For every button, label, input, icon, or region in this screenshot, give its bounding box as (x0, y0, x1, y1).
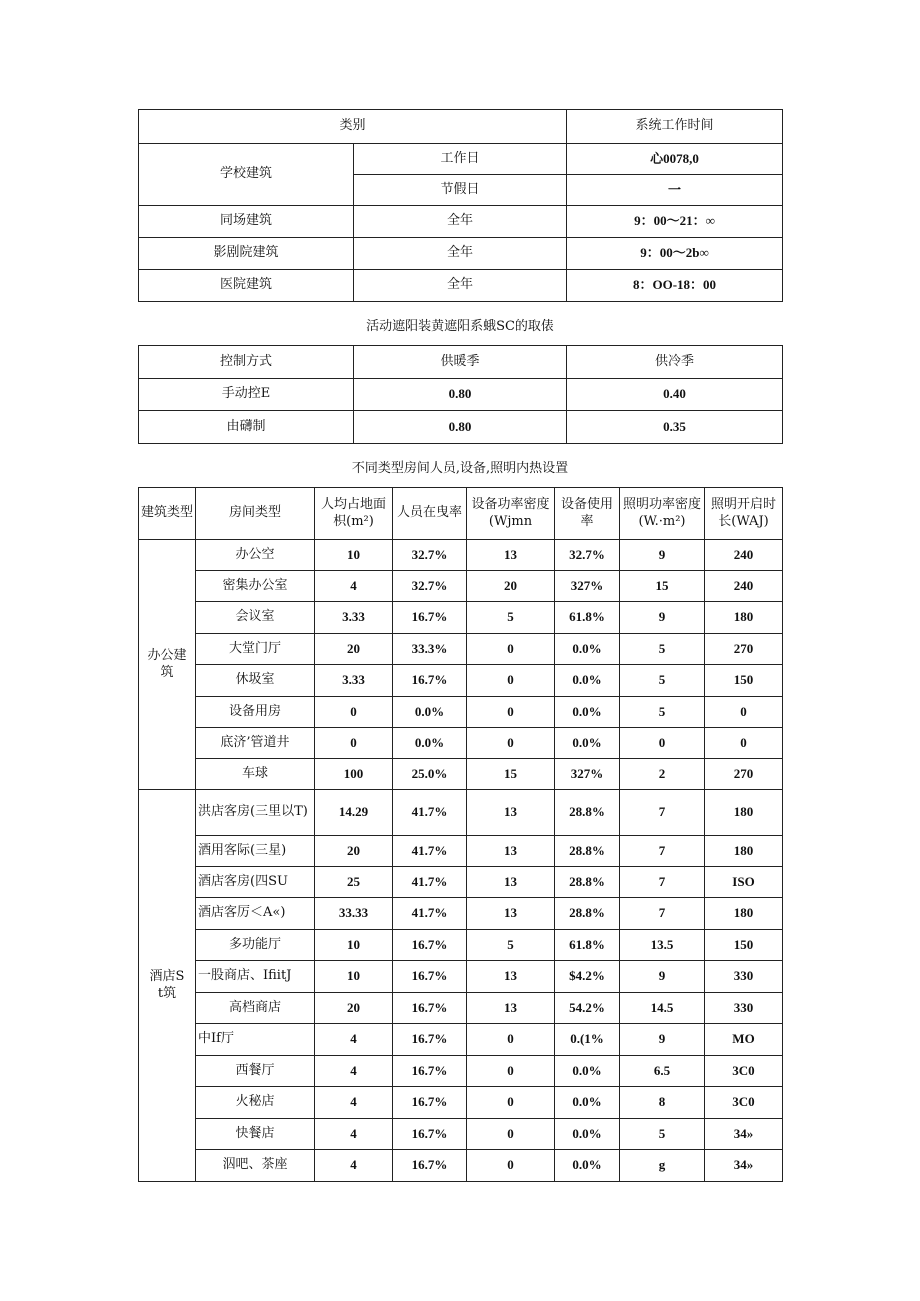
header-room-type: 房间类型 (196, 488, 315, 540)
table-row (139, 206, 783, 238)
table-row (139, 1150, 783, 1182)
room-type-cell: 一股商店、IfiitJ (196, 961, 315, 993)
table-cell: 41.7% (393, 836, 467, 867)
table-cell: 0.0% (555, 1056, 620, 1087)
table-cell: 32.7% (393, 571, 467, 602)
table-cell: 180 (705, 898, 783, 930)
table-row (139, 571, 783, 602)
table-cell: 41.7% (393, 898, 467, 930)
table-cell: 3.33 (315, 602, 393, 634)
table-header-row (139, 488, 783, 540)
table-cell: 16.7% (393, 961, 467, 993)
table-cell: 0 (467, 665, 555, 697)
table-cell: 由礴制 (139, 411, 354, 444)
room-type-cell: 密集办公室 (196, 571, 315, 602)
room-type-cell: 泅吧、茶座 (196, 1150, 315, 1182)
table-cell: 0.(1% (555, 1024, 620, 1056)
table-cell: 13.5 (620, 930, 705, 961)
table-cell: 9 (620, 961, 705, 993)
table-cell: 16.7% (393, 993, 467, 1024)
table-cell: 16.7% (393, 1056, 467, 1087)
table-cell: g (620, 1150, 705, 1182)
table-cell: 150 (705, 665, 783, 697)
table-cell: 327% (555, 571, 620, 602)
table-cell: 0.80 (354, 411, 567, 444)
header-building-type: 建筑类型 (139, 488, 196, 540)
table-cell: 0.80 (354, 379, 567, 411)
table-cell: 33.33 (315, 898, 393, 930)
table-cell: 全年 (354, 238, 567, 270)
table-cell: 16.7% (393, 1150, 467, 1182)
room-type-cell: 办公空 (196, 540, 315, 571)
table-cell: 327% (555, 759, 620, 790)
table-cell: 8 (620, 1087, 705, 1119)
room-type-cell: 洪店客房(三里以T) (196, 790, 315, 836)
table-cell: 0.0% (393, 728, 467, 759)
header-occupancy-rate: 人员在曳率 (393, 488, 467, 540)
header-heating-season: 供暖季 (354, 346, 567, 379)
table-cell: 13 (467, 898, 555, 930)
table-cell: 0 (467, 1024, 555, 1056)
table-cell: 9：00〜2b∞ (567, 238, 783, 270)
table-cell: 16.7% (393, 1024, 467, 1056)
table-row (139, 1056, 783, 1087)
table-cell: 240 (705, 540, 783, 571)
room-type-cell: 酒用客际(三星) (196, 836, 315, 867)
table-cell: 28.8% (555, 790, 620, 836)
table-cell: 0 (467, 1087, 555, 1119)
table-row (139, 270, 783, 302)
table-cell: 0.35 (567, 411, 783, 444)
table-cell: 同场建筑 (139, 206, 354, 238)
room-type-cell: 大堂门厅 (196, 634, 315, 665)
table-cell: 4 (315, 571, 393, 602)
room-type-cell: 酒店客厉＜A«) (196, 898, 315, 930)
shading-caption: 活动遮阳装黄遮阳系蛾SC的取俵 (366, 319, 554, 334)
table-row (139, 790, 783, 836)
table-cell: 16.7% (393, 665, 467, 697)
table-row (139, 930, 783, 961)
table-cell: MO (705, 1024, 783, 1056)
table-row (139, 346, 783, 379)
table-cell: 10 (315, 930, 393, 961)
table-cell: 270 (705, 759, 783, 790)
table-cell: 61.8% (555, 930, 620, 961)
room-type-cell: 快餐店 (196, 1119, 315, 1150)
table-cell: 全年 (354, 270, 567, 302)
table-cell: 9 (620, 602, 705, 634)
table-cell: 7 (620, 790, 705, 836)
table-row (139, 728, 783, 759)
table-cell: 41.7% (393, 867, 467, 898)
table-row (139, 1024, 783, 1056)
table-row (139, 836, 783, 867)
table-row (139, 379, 783, 411)
table-cell: 0.0% (555, 697, 620, 728)
room-type-cell: 火秘店 (196, 1087, 315, 1119)
table-cell: 28.8% (555, 836, 620, 867)
room-type-cell: 会议室 (196, 602, 315, 634)
table-cell: 2 (620, 759, 705, 790)
table-cell: 34» (705, 1150, 783, 1182)
school-label: 学校建筑 (139, 144, 354, 206)
header-cooling-season: 供冷季 (567, 346, 783, 379)
table-row (139, 634, 783, 665)
room-type-cell: 高档商店 (196, 993, 315, 1024)
header-control-mode: 控制方式 (139, 346, 354, 379)
table-cell: 150 (705, 930, 783, 961)
table-cell: 0 (315, 697, 393, 728)
table-cell: 13 (467, 993, 555, 1024)
table-cell: 0 (467, 697, 555, 728)
table-cell: 工作日 (354, 144, 567, 175)
room-type-cell: 休圾室 (196, 665, 315, 697)
table-cell: 28.8% (555, 898, 620, 930)
table-cell: 3C0 (705, 1087, 783, 1119)
table-cell: 13 (467, 867, 555, 898)
table-cell: 6.5 (620, 1056, 705, 1087)
table-cell: 4 (315, 1119, 393, 1150)
table-cell: 0.0% (555, 634, 620, 665)
building-type-cell: 办公建筑 (139, 540, 196, 790)
header-equipment-usage: 设备使用率 (555, 488, 620, 540)
table-row (139, 238, 783, 270)
table-cell: 医院建筑 (139, 270, 354, 302)
header-lighting-density: 照明功率密度(W.·m²) (620, 488, 705, 540)
table-cell: 5 (620, 665, 705, 697)
table-cell: 34» (705, 1119, 783, 1150)
header-lighting-hours: 照明开启时长(WAJ) (705, 488, 783, 540)
table-cell: 15 (620, 571, 705, 602)
table-cell: 0 (467, 728, 555, 759)
internal-heat-caption: 不同类型房间人员,设备,照明内热设置 (351, 461, 569, 476)
table-row (139, 665, 783, 697)
table-cell: 9 (620, 540, 705, 571)
table-cell: 20 (315, 993, 393, 1024)
table-cell: 4 (315, 1087, 393, 1119)
table-cell: 32.7% (393, 540, 467, 571)
table-cell: 0.0% (555, 728, 620, 759)
table-cell: 0 (315, 728, 393, 759)
table-cell: 270 (705, 634, 783, 665)
shading-coefficient-table (138, 345, 783, 444)
table-cell: 41.7% (393, 790, 467, 836)
table-cell: 10 (315, 540, 393, 571)
table-cell: 心0078,0 (567, 144, 783, 175)
table-cell: 3C0 (705, 1056, 783, 1087)
room-type-cell: 西餐厅 (196, 1056, 315, 1087)
table-cell: 影剧院建筑 (139, 238, 354, 270)
table-cell: ISO (705, 867, 783, 898)
table-cell: 180 (705, 790, 783, 836)
table-cell: 0.0% (555, 1119, 620, 1150)
table-cell: 0.0% (393, 697, 467, 728)
table-cell: 5 (620, 1119, 705, 1150)
table-row (139, 1119, 783, 1150)
table-row (139, 867, 783, 898)
table-cell: 16.7% (393, 930, 467, 961)
table-cell: 13 (467, 540, 555, 571)
table-cell: 20 (315, 634, 393, 665)
building-type-cell: 酒店St筑 (139, 790, 196, 1182)
table-cell: 3.33 (315, 665, 393, 697)
table-cell: 100 (315, 759, 393, 790)
table-cell: 13 (467, 961, 555, 993)
header-equipment-density: 设备功率密度(Wjmn (467, 488, 555, 540)
table-cell: 7 (620, 836, 705, 867)
table-cell: 25 (315, 867, 393, 898)
header-area-per-person: 人均占地面枳(m²) (315, 488, 393, 540)
table-cell: 20 (467, 571, 555, 602)
room-type-cell: 底济’管道井 (196, 728, 315, 759)
table-cell: 33.3% (393, 634, 467, 665)
table-cell: 330 (705, 993, 783, 1024)
table-cell: 8：OO-18：00 (567, 270, 783, 302)
room-type-cell: 多功能厅 (196, 930, 315, 961)
table-cell: $4.2% (555, 961, 620, 993)
table-cell: 0 (467, 1119, 555, 1150)
table-cell: 180 (705, 836, 783, 867)
internal-heat-table (138, 487, 783, 1182)
table-cell: 全年 (354, 206, 567, 238)
table-cell: 9：00〜21：∞ (567, 206, 783, 238)
table-cell: 0.0% (555, 665, 620, 697)
table-cell: 180 (705, 602, 783, 634)
table-cell: 16.7% (393, 1119, 467, 1150)
table-cell: 5 (620, 697, 705, 728)
table-cell: 0 (705, 697, 783, 728)
table-cell: 节假日 (354, 175, 567, 206)
table-cell: 54.2% (555, 993, 620, 1024)
table-cell: 0.40 (567, 379, 783, 411)
system-hours-table (138, 109, 783, 302)
table-cell: 手动控E (139, 379, 354, 411)
table-row (139, 540, 783, 571)
room-type-cell: 中If厅 (196, 1024, 315, 1056)
table-cell: 5 (467, 602, 555, 634)
table-cell: 13 (467, 836, 555, 867)
table-cell: 61.8% (555, 602, 620, 634)
table-cell: 0.0% (555, 1150, 620, 1182)
table-cell: 0.0% (555, 1087, 620, 1119)
table-row (139, 411, 783, 444)
table-row (139, 759, 783, 790)
table-cell: 16.7% (393, 602, 467, 634)
table-cell: 14.29 (315, 790, 393, 836)
table-cell: 0 (620, 728, 705, 759)
table-row (139, 898, 783, 930)
table-cell: 0 (467, 1056, 555, 1087)
table-cell: 0 (467, 1150, 555, 1182)
table-cell: 5 (467, 930, 555, 961)
table-cell: 7 (620, 898, 705, 930)
table-cell: 4 (315, 1150, 393, 1182)
table-cell: 330 (705, 961, 783, 993)
table-cell: 一 (567, 175, 783, 206)
table-cell: 4 (315, 1024, 393, 1056)
table-cell: 0 (467, 634, 555, 665)
header-work-time: 系统工作时间 (567, 110, 783, 144)
table-row (139, 697, 783, 728)
table-cell: 9 (620, 1024, 705, 1056)
table-cell: 4 (315, 1056, 393, 1087)
table-cell: 15 (467, 759, 555, 790)
header-category: 类别 (139, 110, 567, 144)
table-cell: 14.5 (620, 993, 705, 1024)
room-type-cell: 酒店客房(四SU (196, 867, 315, 898)
room-type-cell: 设备用房 (196, 697, 315, 728)
room-type-cell: 车球 (196, 759, 315, 790)
table-cell: 5 (620, 634, 705, 665)
table-cell: 240 (705, 571, 783, 602)
table-cell: 13 (467, 790, 555, 836)
table-row (139, 602, 783, 634)
table-cell: 32.7% (555, 540, 620, 571)
table-cell: 20 (315, 836, 393, 867)
table-row (139, 1087, 783, 1119)
table-cell: 10 (315, 961, 393, 993)
table-row (139, 144, 783, 175)
table-cell: 28.8% (555, 867, 620, 898)
table-cell: 16.7% (393, 1087, 467, 1119)
table-cell: 25.0% (393, 759, 467, 790)
table-row (139, 110, 783, 144)
table-cell: 7 (620, 867, 705, 898)
table-row (139, 993, 783, 1024)
table-cell: 0 (705, 728, 783, 759)
table-row (139, 961, 783, 993)
